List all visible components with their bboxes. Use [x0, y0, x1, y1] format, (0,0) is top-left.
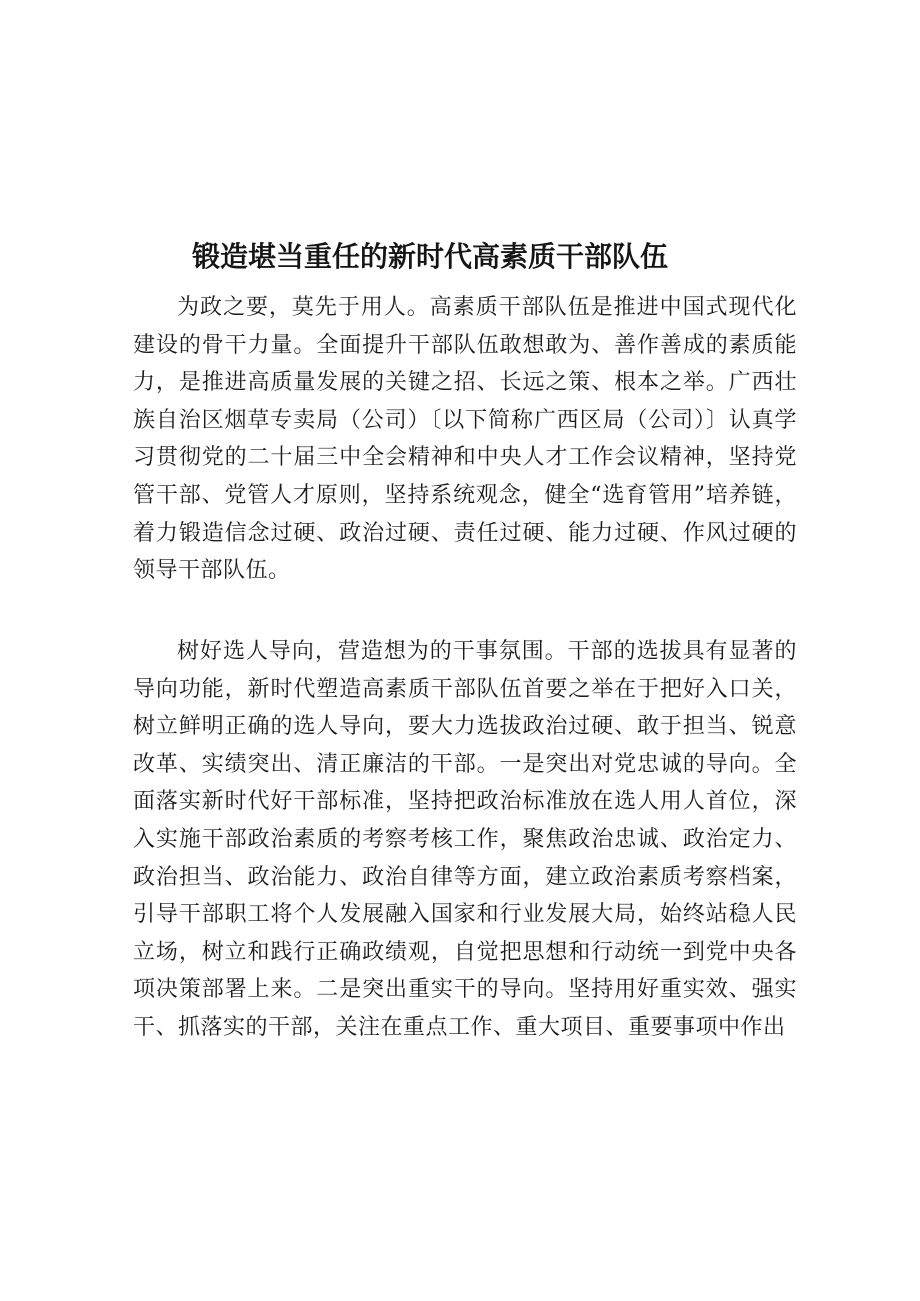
paragraph-block-2: [133, 633, 797, 1047]
paragraph-block-1: [133, 289, 797, 590]
body-paragraph: 树好选人导向，营造想为的干事氛围。干部的选拔具有显著的导向功能，新时代塑造高素质干部队伍首要之举在于把好入口关，树立鲜明正确的选人导向，要大力选拔政治过硬、敢于担当、锐意改革、实绩突出、清正廉洁的干部。一是突出对党忠诚的导向。全面落实新时代好干部标准，坚持把政治标准放在选人用人首位，深入实施干部政治素质的考察考核工作，聚焦政治忠诚、政治定力、政治担当、政治能力、政治自律等方面，建立政治素质考察档案，引导干部职工将个人发展融入国家和行业发展大局，始终站稳人民立场，树立和践行正确政绩观，自觉把思想和行动统一到党中央各项决策部署上来。二是突出重实干的导向。坚持用好重实效、强实干、抓落实的干部，关注在重点工作、重大项目、重要事项中作出: [133, 639, 797, 1040]
document-title: 锻造堪当重任的新时代高素质干部队伍: [191, 240, 668, 273]
body-paragraph: 为政之要，莫先于用人。高素质干部队伍是推进中国式现代化建设的骨干力量。全面提升干部队伍敢想敢为、善作善成的素质能力，是推进高质量发展的关键之招、长远之策、根本之举。广西壮族自治区烟草专卖局（公司）〔以下简称广西区局（公司）〕认真学习贯彻党的二十届三中全会精神和中央人才工作会议精神，坚持党管干部、党管人才原则，坚持系统观念，健全“选育管用”培养链，着力锻造信念过硬、政治过硬、责任过硬、能力过硬、作风过硬的领导干部队伍。: [133, 295, 797, 584]
